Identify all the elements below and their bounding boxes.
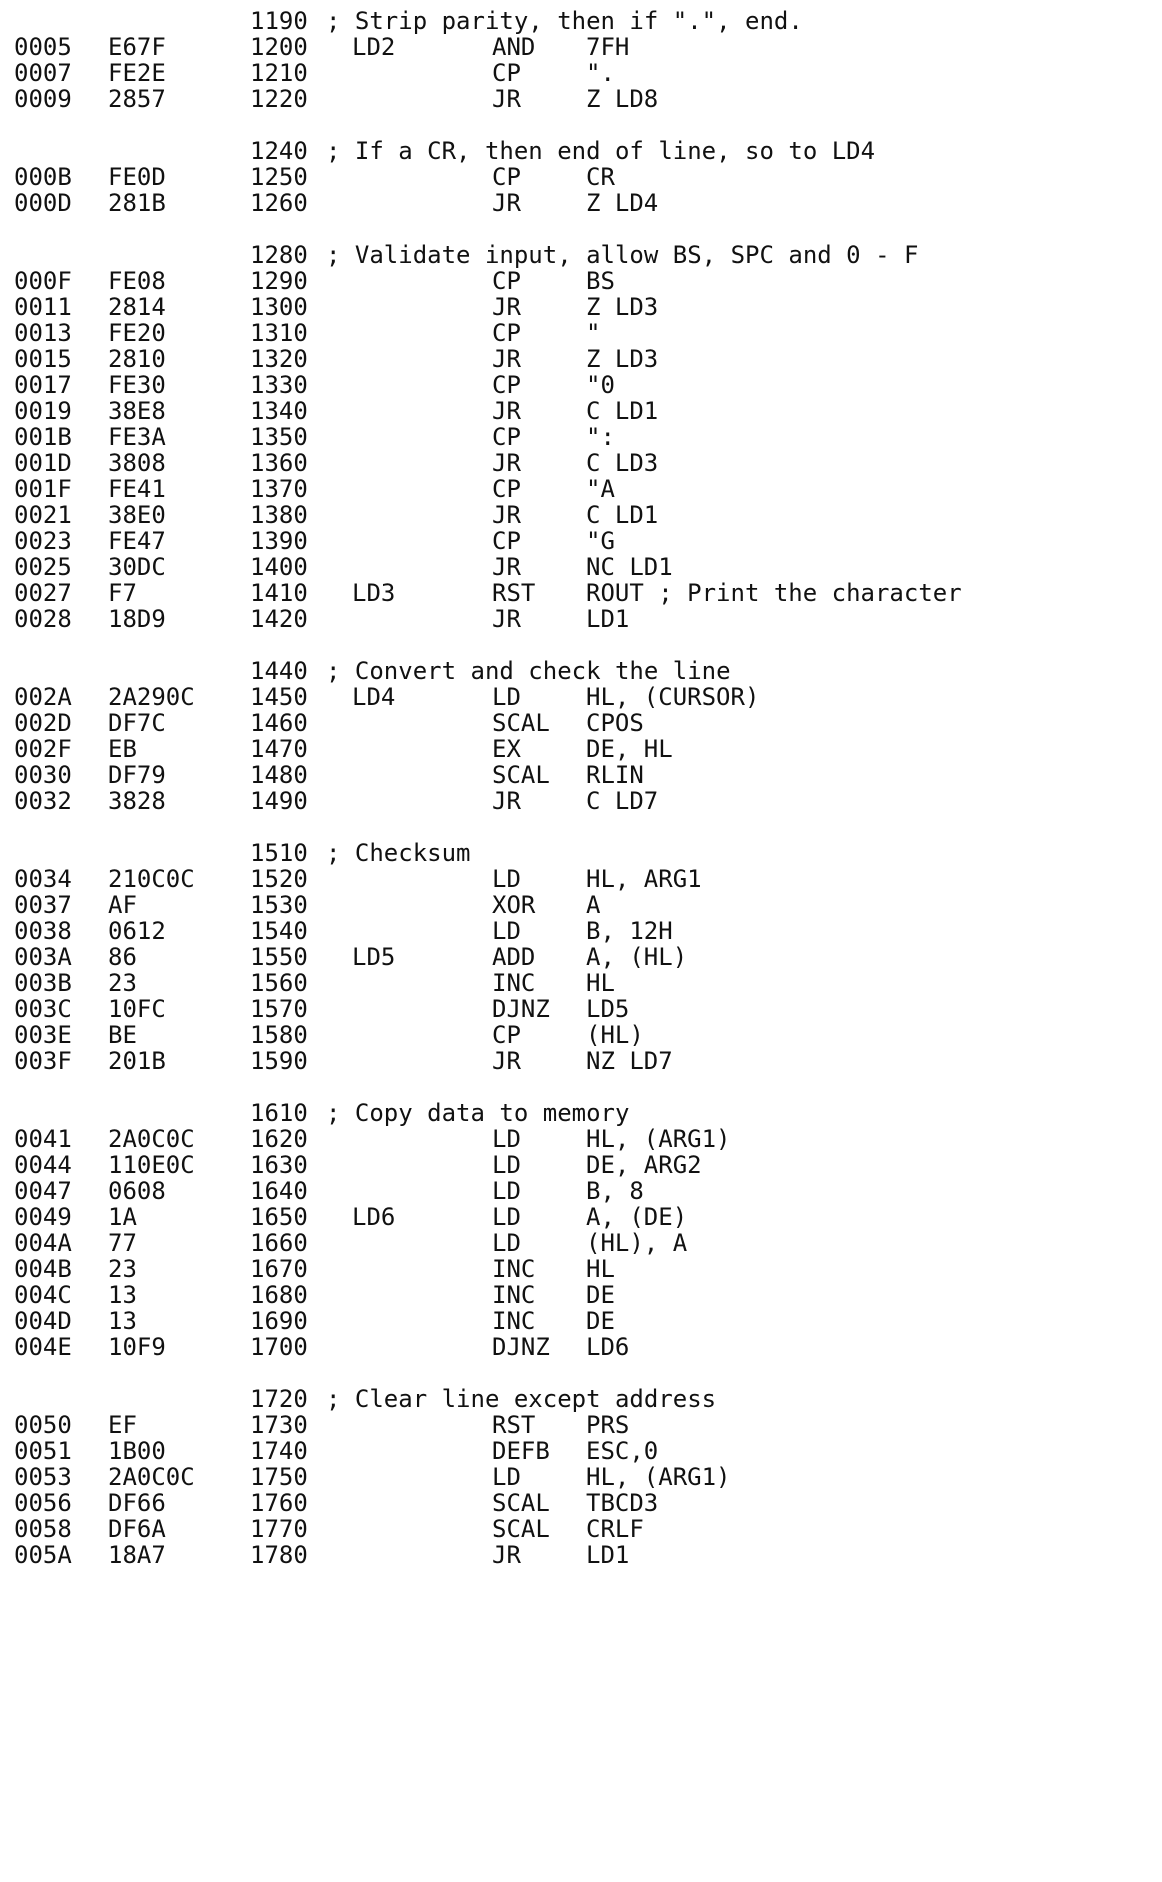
line-number: 1750 bbox=[250, 1463, 308, 1491]
operand: C LD3 bbox=[586, 449, 659, 477]
line-number: 1200 bbox=[250, 33, 308, 61]
line-number: 1540 bbox=[250, 917, 308, 945]
address: 0034 bbox=[14, 865, 72, 893]
machine-code: 23 bbox=[108, 969, 137, 997]
machine-code: BE bbox=[108, 1021, 137, 1049]
machine-code: 1B00 bbox=[108, 1437, 166, 1465]
opcode: EX bbox=[492, 735, 521, 763]
operand: Z LD3 bbox=[586, 345, 659, 373]
machine-code: 201B bbox=[108, 1047, 166, 1075]
line-number: 1780 bbox=[250, 1541, 308, 1569]
comment-text: ; Validate input, allow BS, SPC and 0 - F bbox=[326, 241, 919, 269]
opcode: XOR bbox=[492, 891, 536, 919]
line-number: 1210 bbox=[250, 59, 308, 87]
address: 0056 bbox=[14, 1489, 72, 1517]
address: 0025 bbox=[14, 553, 72, 581]
address: 005A bbox=[14, 1541, 72, 1569]
opcode: DJNZ bbox=[492, 995, 550, 1023]
machine-code: FE08 bbox=[108, 267, 166, 295]
comment-text: ; Clear line except address bbox=[326, 1385, 717, 1413]
address: 003A bbox=[14, 943, 72, 971]
machine-code: FE0D bbox=[108, 163, 166, 191]
opcode: JR bbox=[492, 605, 521, 633]
opcode: JR bbox=[492, 449, 521, 477]
opcode: SCAL bbox=[492, 1489, 550, 1517]
address: 0051 bbox=[14, 1437, 72, 1465]
operand: PRS bbox=[586, 1411, 630, 1439]
opcode: DJNZ bbox=[492, 1333, 550, 1361]
line-number: 1440 bbox=[250, 657, 308, 685]
operand: (HL), A bbox=[586, 1229, 688, 1257]
comment-text: ; If a CR, then end of line, so to LD4 bbox=[326, 137, 876, 165]
operand: HL, ARG1 bbox=[586, 865, 702, 893]
line-number: 1530 bbox=[250, 891, 308, 919]
opcode: JR bbox=[492, 1541, 521, 1569]
opcode: JR bbox=[492, 345, 521, 373]
opcode: INC bbox=[492, 1255, 536, 1283]
line-number: 1400 bbox=[250, 553, 308, 581]
line-number: 1640 bbox=[250, 1177, 308, 1205]
line-number: 1520 bbox=[250, 865, 308, 893]
operand: DE, ARG2 bbox=[586, 1151, 702, 1179]
line-number: 1350 bbox=[250, 423, 308, 451]
line-number: 1300 bbox=[250, 293, 308, 321]
label: LD2 bbox=[352, 33, 396, 61]
line-number: 1590 bbox=[250, 1047, 308, 1075]
operand: LD6 bbox=[586, 1333, 630, 1361]
line-number: 1660 bbox=[250, 1229, 308, 1257]
operand: A, (HL) bbox=[586, 943, 688, 971]
machine-code: 77 bbox=[108, 1229, 137, 1257]
line-number: 1550 bbox=[250, 943, 308, 971]
operand: Z LD8 bbox=[586, 85, 659, 113]
comment-text: ; Copy data to memory bbox=[326, 1099, 630, 1127]
opcode: RST bbox=[492, 1411, 536, 1439]
address: 003F bbox=[14, 1047, 72, 1075]
line-number: 1340 bbox=[250, 397, 308, 425]
instruction-line bbox=[0, 1332, 1162, 1362]
line-number: 1410 bbox=[250, 579, 308, 607]
machine-code: 13 bbox=[108, 1307, 137, 1335]
machine-code: 0612 bbox=[108, 917, 166, 945]
machine-code: 10F9 bbox=[108, 1333, 166, 1361]
address: 0044 bbox=[14, 1151, 72, 1179]
opcode: LD bbox=[492, 1125, 521, 1153]
operand: Z LD4 bbox=[586, 189, 659, 217]
line-number: 1700 bbox=[250, 1333, 308, 1361]
address: 0050 bbox=[14, 1411, 72, 1439]
operand: B, 12H bbox=[586, 917, 673, 945]
opcode: CP bbox=[492, 371, 521, 399]
operand: HL bbox=[586, 1255, 615, 1283]
line-number: 1720 bbox=[250, 1385, 308, 1413]
address: 000D bbox=[14, 189, 72, 217]
opcode: DEFB bbox=[492, 1437, 550, 1465]
machine-code: 0608 bbox=[108, 1177, 166, 1205]
opcode: LD bbox=[492, 1177, 521, 1205]
line-number: 1420 bbox=[250, 605, 308, 633]
address: 002F bbox=[14, 735, 72, 763]
line-number: 1620 bbox=[250, 1125, 308, 1153]
address: 0028 bbox=[14, 605, 72, 633]
address: 0049 bbox=[14, 1203, 72, 1231]
opcode: CP bbox=[492, 319, 521, 347]
line-number: 1250 bbox=[250, 163, 308, 191]
address: 002A bbox=[14, 683, 72, 711]
address: 0021 bbox=[14, 501, 72, 529]
opcode: CP bbox=[492, 423, 521, 451]
operand: LD5 bbox=[586, 995, 630, 1023]
operand: HL, (ARG1) bbox=[586, 1125, 731, 1153]
machine-code: DF6A bbox=[108, 1515, 166, 1543]
address: 0027 bbox=[14, 579, 72, 607]
machine-code: FE20 bbox=[108, 319, 166, 347]
line-number: 1360 bbox=[250, 449, 308, 477]
opcode: CP bbox=[492, 475, 521, 503]
line-number: 1220 bbox=[250, 85, 308, 113]
machine-code: 281B bbox=[108, 189, 166, 217]
machine-code: 2A0C0C bbox=[108, 1463, 195, 1491]
operand: LD1 bbox=[586, 1541, 630, 1569]
machine-code: 2A0C0C bbox=[108, 1125, 195, 1153]
comment-text: ; Strip parity, then if ".", end. bbox=[326, 7, 803, 35]
machine-code: AF bbox=[108, 891, 137, 919]
address: 000F bbox=[14, 267, 72, 295]
operand: C LD1 bbox=[586, 501, 659, 529]
opcode: CP bbox=[492, 267, 521, 295]
machine-code: DF79 bbox=[108, 761, 166, 789]
address: 0015 bbox=[14, 345, 72, 373]
operand: (HL) bbox=[586, 1021, 644, 1049]
operand: C LD1 bbox=[586, 397, 659, 425]
address: 0053 bbox=[14, 1463, 72, 1491]
address: 0019 bbox=[14, 397, 72, 425]
address: 004E bbox=[14, 1333, 72, 1361]
address: 0023 bbox=[14, 527, 72, 555]
machine-code: 1A bbox=[108, 1203, 137, 1231]
machine-code: 110E0C bbox=[108, 1151, 195, 1179]
operand: 7FH bbox=[586, 33, 630, 61]
opcode: INC bbox=[492, 969, 536, 997]
label: LD3 bbox=[352, 579, 396, 607]
address: 0030 bbox=[14, 761, 72, 789]
address: 0047 bbox=[14, 1177, 72, 1205]
operand: ROUT ; Print the character bbox=[586, 579, 962, 607]
operand: C LD7 bbox=[586, 787, 659, 815]
line-number: 1730 bbox=[250, 1411, 308, 1439]
opcode: LD bbox=[492, 1229, 521, 1257]
opcode: JR bbox=[492, 397, 521, 425]
line-number: 1290 bbox=[250, 267, 308, 295]
line-number: 1190 bbox=[250, 7, 308, 35]
operand: TBCD3 bbox=[586, 1489, 659, 1517]
address: 001F bbox=[14, 475, 72, 503]
opcode: SCAL bbox=[492, 1515, 550, 1543]
machine-code: 38E0 bbox=[108, 501, 166, 529]
line-number: 1760 bbox=[250, 1489, 308, 1517]
address: 0005 bbox=[14, 33, 72, 61]
line-number: 1370 bbox=[250, 475, 308, 503]
machine-code: FE47 bbox=[108, 527, 166, 555]
line-number: 1650 bbox=[250, 1203, 308, 1231]
line-number: 1260 bbox=[250, 189, 308, 217]
opcode: INC bbox=[492, 1307, 536, 1335]
instruction-line bbox=[0, 786, 1162, 816]
opcode: LD bbox=[492, 865, 521, 893]
opcode: CP bbox=[492, 527, 521, 555]
operand: LD1 bbox=[586, 605, 630, 633]
address: 0032 bbox=[14, 787, 72, 815]
line-number: 1460 bbox=[250, 709, 308, 737]
instruction-line bbox=[0, 84, 1162, 114]
address: 003E bbox=[14, 1021, 72, 1049]
line-number: 1770 bbox=[250, 1515, 308, 1543]
opcode: JR bbox=[492, 189, 521, 217]
operand: NZ LD7 bbox=[586, 1047, 673, 1075]
opcode: ADD bbox=[492, 943, 536, 971]
opcode: JR bbox=[492, 293, 521, 321]
operand: " bbox=[586, 319, 601, 347]
operand: RLIN bbox=[586, 761, 644, 789]
line-number: 1490 bbox=[250, 787, 308, 815]
opcode: LD bbox=[492, 1463, 521, 1491]
comment-text: ; Convert and check the line bbox=[326, 657, 731, 685]
opcode: SCAL bbox=[492, 709, 550, 737]
machine-code: EB bbox=[108, 735, 137, 763]
opcode: CP bbox=[492, 59, 521, 87]
address: 001D bbox=[14, 449, 72, 477]
opcode: INC bbox=[492, 1281, 536, 1309]
operand: NC LD1 bbox=[586, 553, 673, 581]
line-number: 1570 bbox=[250, 995, 308, 1023]
operand: ": bbox=[586, 423, 615, 451]
line-number: 1690 bbox=[250, 1307, 308, 1335]
line-number: 1380 bbox=[250, 501, 308, 529]
machine-code: 23 bbox=[108, 1255, 137, 1283]
address: 004C bbox=[14, 1281, 72, 1309]
line-number: 1480 bbox=[250, 761, 308, 789]
operand: CR bbox=[586, 163, 615, 191]
line-number: 1470 bbox=[250, 735, 308, 763]
operand: ". bbox=[586, 59, 615, 87]
address: 0009 bbox=[14, 85, 72, 113]
instruction-line bbox=[0, 1540, 1162, 1570]
line-number: 1740 bbox=[250, 1437, 308, 1465]
instruction-line bbox=[0, 604, 1162, 634]
machine-code: 3828 bbox=[108, 787, 166, 815]
operand: "G bbox=[586, 527, 615, 555]
machine-code: 3808 bbox=[108, 449, 166, 477]
line-number: 1510 bbox=[250, 839, 308, 867]
address: 003B bbox=[14, 969, 72, 997]
opcode: JR bbox=[492, 787, 521, 815]
machine-code: 2A290C bbox=[108, 683, 195, 711]
machine-code: 30DC bbox=[108, 553, 166, 581]
line-number: 1310 bbox=[250, 319, 308, 347]
opcode: LD bbox=[492, 683, 521, 711]
operand: DE bbox=[586, 1307, 615, 1335]
line-number: 1670 bbox=[250, 1255, 308, 1283]
machine-code: FE2E bbox=[108, 59, 166, 87]
opcode: AND bbox=[492, 33, 536, 61]
line-number: 1630 bbox=[250, 1151, 308, 1179]
opcode: JR bbox=[492, 85, 521, 113]
operand: BS bbox=[586, 267, 615, 295]
machine-code: 13 bbox=[108, 1281, 137, 1309]
address: 0007 bbox=[14, 59, 72, 87]
label: LD6 bbox=[352, 1203, 396, 1231]
comment-text: ; Checksum bbox=[326, 839, 471, 867]
line-number: 1390 bbox=[250, 527, 308, 555]
opcode: RST bbox=[492, 579, 536, 607]
address: 001B bbox=[14, 423, 72, 451]
operand: ESC,0 bbox=[586, 1437, 659, 1465]
instruction-line bbox=[0, 188, 1162, 218]
machine-code: 2810 bbox=[108, 345, 166, 373]
label: LD4 bbox=[352, 683, 396, 711]
line-number: 1450 bbox=[250, 683, 308, 711]
instruction-line bbox=[0, 1046, 1162, 1076]
line-number: 1610 bbox=[250, 1099, 308, 1127]
machine-code: F7 bbox=[108, 579, 137, 607]
machine-code: 10FC bbox=[108, 995, 166, 1023]
line-number: 1320 bbox=[250, 345, 308, 373]
machine-code: FE3A bbox=[108, 423, 166, 451]
machine-code: 2814 bbox=[108, 293, 166, 321]
address: 004A bbox=[14, 1229, 72, 1257]
opcode: LD bbox=[492, 1151, 521, 1179]
operand: "A bbox=[586, 475, 615, 503]
opcode: LD bbox=[492, 1203, 521, 1231]
address: 0041 bbox=[14, 1125, 72, 1153]
opcode: JR bbox=[492, 1047, 521, 1075]
operand: HL, (CURSOR) bbox=[586, 683, 760, 711]
machine-code: 18D9 bbox=[108, 605, 166, 633]
line-number: 1330 bbox=[250, 371, 308, 399]
machine-code: E67F bbox=[108, 33, 166, 61]
address: 0013 bbox=[14, 319, 72, 347]
opcode: SCAL bbox=[492, 761, 550, 789]
label: LD5 bbox=[352, 943, 396, 971]
opcode: JR bbox=[492, 553, 521, 581]
operand: Z LD3 bbox=[586, 293, 659, 321]
machine-code: 210C0C bbox=[108, 865, 195, 893]
line-number: 1560 bbox=[250, 969, 308, 997]
machine-code: DF66 bbox=[108, 1489, 166, 1517]
opcode: JR bbox=[492, 501, 521, 529]
address: 002D bbox=[14, 709, 72, 737]
operand: CRLF bbox=[586, 1515, 644, 1543]
address: 0011 bbox=[14, 293, 72, 321]
line-number: 1580 bbox=[250, 1021, 308, 1049]
line-number: 1280 bbox=[250, 241, 308, 269]
operand: HL bbox=[586, 969, 615, 997]
machine-code: EF bbox=[108, 1411, 137, 1439]
address: 0037 bbox=[14, 891, 72, 919]
operand: DE, HL bbox=[586, 735, 673, 763]
address: 0038 bbox=[14, 917, 72, 945]
opcode: CP bbox=[492, 1021, 521, 1049]
line-number: 1240 bbox=[250, 137, 308, 165]
operand: B, 8 bbox=[586, 1177, 644, 1205]
operand: HL, (ARG1) bbox=[586, 1463, 731, 1491]
machine-code: FE41 bbox=[108, 475, 166, 503]
operand: A, (DE) bbox=[586, 1203, 688, 1231]
address: 003C bbox=[14, 995, 72, 1023]
operand: DE bbox=[586, 1281, 615, 1309]
machine-code: 2857 bbox=[108, 85, 166, 113]
address: 0058 bbox=[14, 1515, 72, 1543]
operand: CPOS bbox=[586, 709, 644, 737]
machine-code: FE30 bbox=[108, 371, 166, 399]
opcode: LD bbox=[492, 917, 521, 945]
opcode: CP bbox=[492, 163, 521, 191]
machine-code: DF7C bbox=[108, 709, 166, 737]
address: 000B bbox=[14, 163, 72, 191]
address: 0017 bbox=[14, 371, 72, 399]
address: 004D bbox=[14, 1307, 72, 1335]
line-number: 1680 bbox=[250, 1281, 308, 1309]
operand: A bbox=[586, 891, 601, 919]
machine-code: 86 bbox=[108, 943, 137, 971]
operand: "0 bbox=[586, 371, 615, 399]
machine-code: 18A7 bbox=[108, 1541, 166, 1569]
address: 004B bbox=[14, 1255, 72, 1283]
machine-code: 38E8 bbox=[108, 397, 166, 425]
